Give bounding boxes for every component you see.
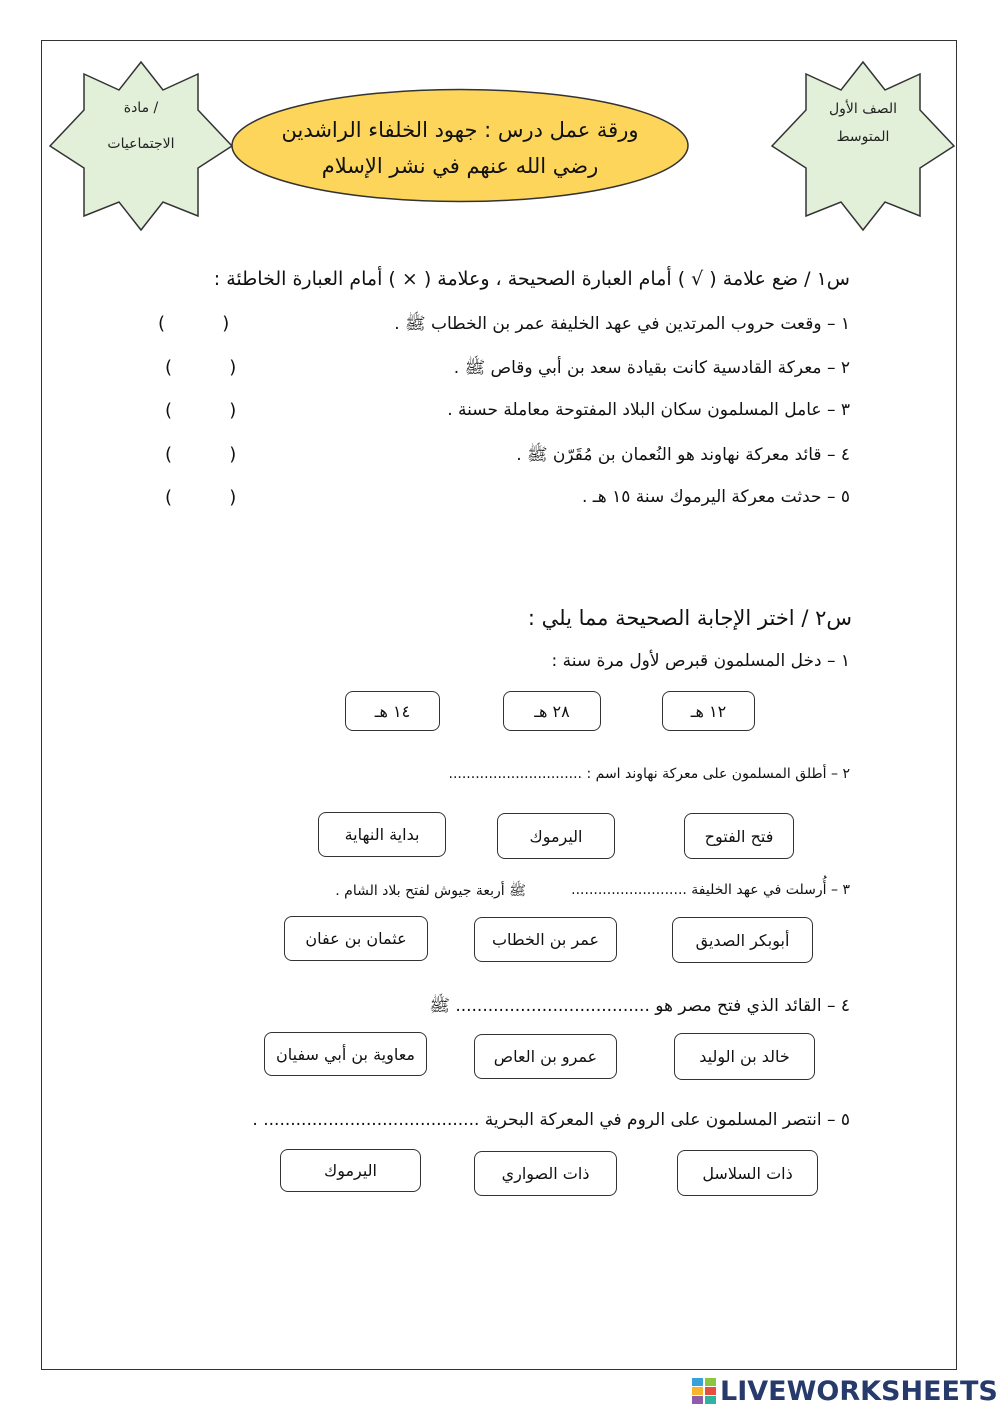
- logo-icon: [692, 1378, 716, 1404]
- q2-2-option-2[interactable]: اليرموك: [497, 813, 615, 859]
- q2-question-1: ١ – دخل المسلمون قبرص لأول مرة سنة :: [551, 651, 850, 671]
- logo-block-4: [705, 1387, 716, 1395]
- worksheet-title: [230, 112, 690, 184]
- q1-statement-4: ٤ – قائد معركة نهاوند هو النُعمان بن مُقَرّن ﷺ .: [516, 445, 850, 465]
- logo-block-1: [692, 1378, 703, 1386]
- q2-4-option-1[interactable]: خالد بن الوليد: [674, 1033, 815, 1080]
- q2-question-5: ٥ – انتصر المسلمون على الروم في المعركة البحرية ........................................ .: [252, 1110, 850, 1130]
- q2-5-option-3[interactable]: اليرموك: [280, 1149, 421, 1192]
- grade-line2: المتوسط: [836, 129, 890, 145]
- grade-label: [780, 95, 946, 151]
- q1-statement-5: ٥ – حدثت معركة اليرموك سنة ١٥ هـ .: [581, 487, 850, 507]
- q2-3-option-2[interactable]: عمر بن الخطاب: [474, 917, 617, 962]
- q2-2-option-1[interactable]: فتح الفتوح: [684, 813, 794, 859]
- q1-answer-3[interactable]: ( ): [165, 400, 237, 421]
- title-line1: ورقة عمل درس : جهود الخلفاء الراشدين: [281, 118, 639, 142]
- q2-1-option-2[interactable]: ٢٨ هـ: [503, 691, 601, 731]
- title-line2: رضي الله عنهم في نشر الإسلام: [321, 154, 599, 178]
- q1-heading: س١ / ضع علامة ( √ ) أمام العبارة الصحيحة ، وعلامة ( × ) أمام العبارة الخاطئة :: [213, 268, 850, 290]
- logo-text: LIVEWORKSHEETS: [720, 1375, 998, 1407]
- q2-1-option-1[interactable]: ١٢ هـ: [662, 691, 755, 731]
- q2-heading: س٢ / اختر الإجابة الصحيحة مما يلي :: [527, 606, 852, 630]
- logo-block-2: [705, 1378, 716, 1386]
- q1-answer-1[interactable]: ( ): [158, 313, 230, 334]
- q2-4-option-3[interactable]: معاوية بن أبي سفيان: [264, 1032, 427, 1076]
- q1-answer-4[interactable]: ( ): [165, 444, 237, 465]
- q1-answer-2[interactable]: ( ): [165, 357, 237, 378]
- q2-3-option-1[interactable]: أبوبكر الصديق: [672, 917, 813, 963]
- subject-line1: مادة /: [123, 100, 159, 116]
- q2-5-option-2[interactable]: ذات الصواري: [474, 1151, 617, 1196]
- q2-2-option-3[interactable]: بداية النهاية: [318, 812, 446, 857]
- q1-answer-5[interactable]: ( ): [165, 487, 237, 508]
- q2-question-3-part-a: ٣ – أُرسلت في عهد الخليفة ..........................: [571, 882, 850, 898]
- q2-3-option-3[interactable]: عثمان بن عفان: [284, 916, 428, 961]
- q2-question-2: ٢ – أطلق المسلمون على معركة نهاوند اسم : ..............................: [448, 766, 850, 782]
- q1-statement-3: ٣ – عامل المسلمون سكان البلاد المفتوحة معاملة حسنة .: [447, 400, 850, 420]
- logo-block-5: [692, 1396, 703, 1404]
- subject-line2: الاجتماعيات: [107, 136, 175, 152]
- q2-1-option-3[interactable]: ١٤ هـ: [345, 691, 440, 731]
- logo-block-6: [705, 1396, 716, 1404]
- liveworksheets-logo: [692, 1376, 998, 1406]
- q2-question-4: ٤ – القائد الذي فتح مصر هو .................................... ﷺ: [429, 996, 850, 1016]
- q1-statement-2: ٢ – معركة القادسية كانت بقيادة سعد بن أبي وقاص ﷺ .: [453, 358, 850, 378]
- subject-label: [58, 94, 224, 158]
- logo-block-3: [692, 1387, 703, 1395]
- q2-4-option-2[interactable]: عمرو بن العاص: [474, 1034, 617, 1079]
- q2-5-option-1[interactable]: ذات السلاسل: [677, 1150, 818, 1196]
- q2-question-3-part-b: ﷺ أربعة جيوش لفتح بلاد الشام .: [335, 883, 526, 899]
- grade-line1: الصف الأول: [828, 101, 898, 117]
- q1-statement-1: ١ – وقعت حروب المرتدين في عهد الخليفة عمر بن الخطاب ﷺ .: [394, 314, 850, 334]
